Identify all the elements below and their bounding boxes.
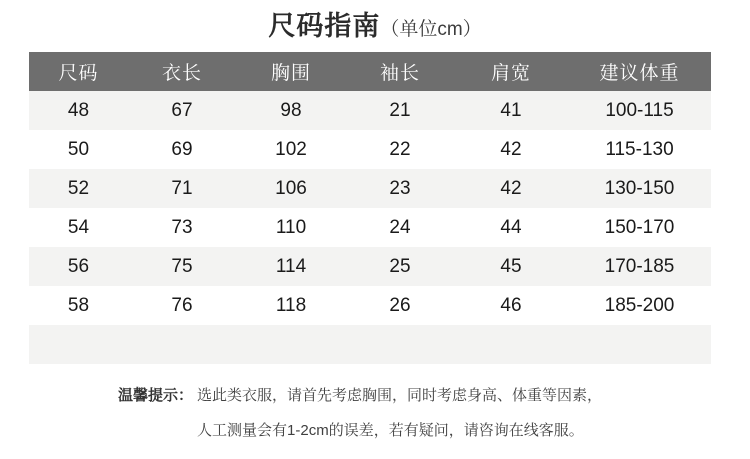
cell-size: 48 xyxy=(67,99,90,121)
column-header-chest: 胸围 xyxy=(236,52,346,91)
cell-chest: 102 xyxy=(275,138,307,160)
cell-length: 76 xyxy=(171,294,193,316)
cell-weight: 100-115 xyxy=(605,99,674,121)
table-row xyxy=(29,247,711,286)
cell-chest: 118 xyxy=(275,294,307,316)
table-row xyxy=(29,208,711,247)
cell-sleeve: 21 xyxy=(389,99,411,121)
table-row xyxy=(29,286,711,325)
tips-line-1: 选此类衣服，请首先考虑胸围，同时考虑身高、体重等因素， xyxy=(197,387,603,404)
cell-length: 71 xyxy=(171,177,193,199)
cell-sleeve: 26 xyxy=(389,294,411,316)
cell-size: 56 xyxy=(67,255,90,277)
cell-chest: 98 xyxy=(280,99,302,121)
cell-weight: 115-130 xyxy=(605,138,674,160)
tips-line-2: 人工测量会有1-2cm的误差，若有疑问，请咨询在线客服。 xyxy=(197,422,584,439)
cell-sleeve: 22 xyxy=(389,138,411,160)
cell-weight: 130-150 xyxy=(604,177,675,199)
table-header-row xyxy=(29,52,711,91)
cell-chest: 106 xyxy=(275,177,307,199)
cell-length: 73 xyxy=(171,216,193,238)
size-chart-table xyxy=(29,52,711,364)
cell-sleeve: 25 xyxy=(389,255,411,277)
cell-shoulder: 45 xyxy=(500,255,522,277)
cell-chest: 114 xyxy=(275,255,307,277)
page-title-main: 尺码指南 xyxy=(268,11,381,41)
cell-shoulder: 41 xyxy=(500,99,522,121)
table-row xyxy=(29,91,711,130)
page-title-unit: （单位cm） xyxy=(380,19,482,40)
tips-label: 温馨提示： xyxy=(118,387,194,404)
cell-weight: 185-200 xyxy=(604,294,675,316)
cell-length: 75 xyxy=(171,255,193,277)
tips-text xyxy=(197,378,602,448)
table-empty-footer-row xyxy=(29,325,711,364)
column-header-weight: 建议体重 xyxy=(568,52,711,91)
column-header-shoulder: 肩宽 xyxy=(454,52,568,91)
column-header-size: 尺码 xyxy=(29,52,128,91)
empty-footer-cell xyxy=(29,325,711,364)
cell-length: 69 xyxy=(171,138,193,160)
cell-size: 50 xyxy=(67,138,90,160)
page-title xyxy=(0,0,750,52)
cell-length: 67 xyxy=(171,99,193,121)
cell-weight: 170-185 xyxy=(604,255,675,277)
cell-size: 54 xyxy=(67,216,90,238)
cell-shoulder: 44 xyxy=(500,216,522,238)
tips-note xyxy=(118,378,750,448)
cell-weight: 150-170 xyxy=(604,216,675,238)
cell-shoulder: 46 xyxy=(500,294,522,316)
table-row xyxy=(29,169,711,208)
cell-shoulder: 42 xyxy=(500,177,522,199)
table-row xyxy=(29,130,711,169)
cell-chest: 110 xyxy=(275,216,307,238)
cell-sleeve: 23 xyxy=(389,177,411,199)
cell-size: 58 xyxy=(67,294,90,316)
column-header-sleeve: 袖长 xyxy=(346,52,454,91)
cell-shoulder: 42 xyxy=(500,138,522,160)
cell-size: 52 xyxy=(67,177,90,199)
cell-sleeve: 24 xyxy=(389,216,411,238)
column-header-length: 衣长 xyxy=(128,52,236,91)
